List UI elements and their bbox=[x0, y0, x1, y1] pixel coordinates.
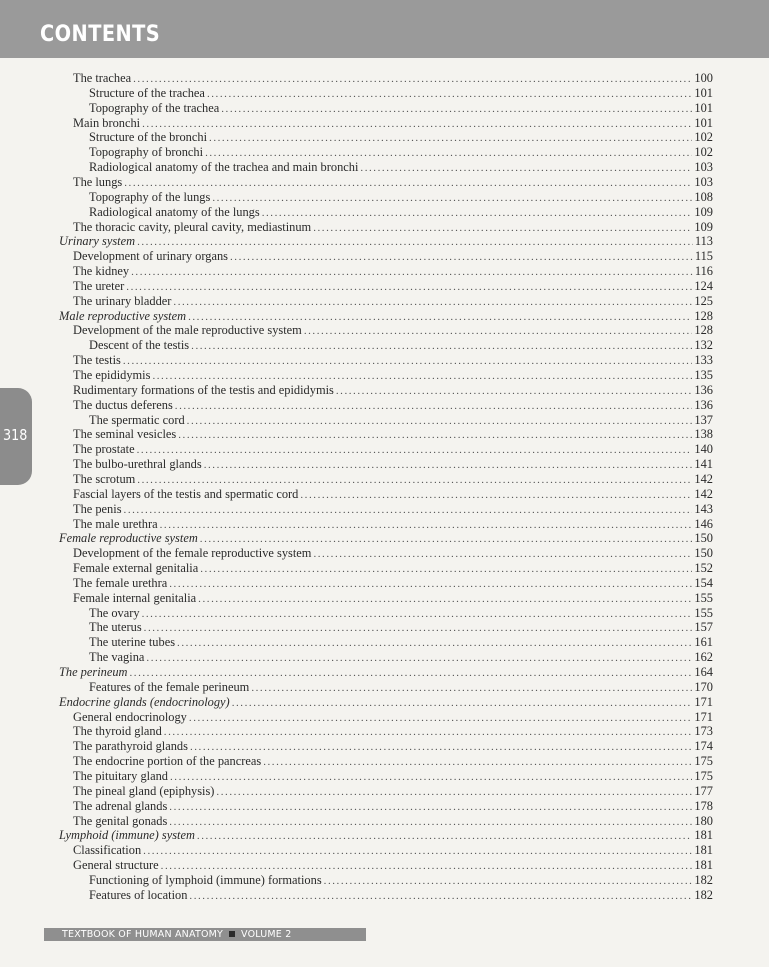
dot-leader bbox=[300, 488, 692, 503]
footer-volume: VOLUME 2 bbox=[241, 929, 292, 940]
dot-leader bbox=[191, 339, 692, 354]
dot-leader bbox=[137, 473, 692, 488]
toc-entry-page: 101 bbox=[694, 115, 713, 130]
toc-entry-title: Endocrine glands (endocrinology) bbox=[59, 694, 230, 709]
dot-leader bbox=[137, 443, 693, 458]
toc-entry-page: 174 bbox=[694, 739, 713, 754]
dot-leader bbox=[161, 859, 693, 874]
toc-entry-title: The trachea bbox=[73, 71, 132, 85]
toc-entry-title: General endocrinology bbox=[73, 709, 187, 724]
toc-entry-title: The ductus deferens bbox=[73, 397, 173, 412]
toc-entry-page: 177 bbox=[694, 783, 713, 798]
toc-entry-title: The uterus bbox=[89, 620, 142, 635]
toc-entry-page: 157 bbox=[694, 620, 713, 635]
dot-leader bbox=[142, 607, 693, 622]
toc-entry-page: 128 bbox=[694, 323, 713, 338]
toc-entry bbox=[73, 249, 713, 264]
dot-leader bbox=[230, 250, 693, 265]
toc-entry-title: The parathyroid glands bbox=[73, 739, 188, 754]
dot-leader bbox=[200, 532, 693, 547]
toc-entry bbox=[73, 710, 713, 725]
footer-text bbox=[62, 928, 291, 941]
toc-entry bbox=[73, 323, 713, 338]
dot-leader bbox=[207, 87, 692, 102]
toc-entry bbox=[73, 279, 713, 294]
toc-entry-page: 143 bbox=[694, 501, 713, 516]
toc-entry bbox=[59, 309, 713, 324]
dot-leader bbox=[262, 206, 693, 221]
toc-entry bbox=[73, 561, 713, 576]
dot-leader bbox=[360, 161, 692, 176]
toc-entry-title: Male reproductive system bbox=[59, 308, 187, 323]
toc-entry-page: 164 bbox=[694, 665, 713, 679]
toc-entry bbox=[73, 739, 713, 754]
toc-entry-title: The vagina bbox=[89, 650, 145, 665]
toc-entry bbox=[73, 398, 713, 413]
toc-entry-page: 124 bbox=[694, 278, 713, 293]
toc-entry-page: 132 bbox=[694, 338, 713, 353]
toc-entry-title: The pineal gland (epiphysis) bbox=[73, 783, 215, 798]
toc-entry-title: Topography of the lungs bbox=[89, 189, 211, 204]
toc-entry-title: The seminal vesicles bbox=[73, 427, 177, 442]
toc-entry-title: The endocrine portion of the pancreas bbox=[73, 754, 262, 769]
toc-entry-title: The ovary bbox=[89, 605, 140, 620]
toc-entry-page: 102 bbox=[694, 145, 713, 160]
dot-leader bbox=[313, 221, 692, 236]
dot-leader bbox=[189, 889, 692, 904]
toc-entry-page: 136 bbox=[694, 397, 713, 412]
toc-entry-page: 146 bbox=[694, 516, 713, 531]
toc-entry-title: The female urethra bbox=[73, 575, 168, 590]
toc-entry bbox=[89, 620, 713, 635]
toc-entry-page: 100 bbox=[694, 71, 713, 85]
dot-leader bbox=[142, 117, 692, 132]
dot-leader bbox=[126, 280, 692, 295]
toc-entry bbox=[73, 71, 713, 86]
dot-leader bbox=[144, 621, 693, 636]
toc-entry-title: Classification bbox=[73, 843, 142, 858]
toc-entry-title: The scrotum bbox=[73, 471, 136, 486]
toc-entry-title: The perineum bbox=[59, 665, 128, 679]
toc-entry-page: 103 bbox=[694, 174, 713, 189]
dot-leader bbox=[190, 740, 692, 755]
toc-entry bbox=[73, 724, 713, 739]
toc-entry bbox=[73, 294, 713, 309]
toc-entry bbox=[89, 873, 713, 888]
toc-entry bbox=[59, 234, 713, 249]
toc-entry-title: Radiological anatomy of the lungs bbox=[89, 204, 260, 219]
toc-entry bbox=[73, 116, 713, 131]
dot-leader bbox=[124, 176, 692, 191]
toc-entry-page: 180 bbox=[694, 813, 713, 828]
toc-entry-title: The thyroid gland bbox=[73, 724, 162, 739]
toc-entry-title: Main bronchi bbox=[73, 115, 141, 130]
toc-entry bbox=[59, 531, 713, 546]
toc-entry-title: Structure of the trachea bbox=[89, 85, 205, 100]
toc-entry-title: Fascial layers of the testis and spermatic cord bbox=[73, 486, 299, 501]
toc-entry-title: Topography of bronchi bbox=[89, 145, 204, 160]
dot-leader bbox=[175, 399, 693, 414]
toc-entry-title: The urinary bladder bbox=[73, 293, 172, 308]
dot-leader bbox=[129, 666, 692, 681]
toc-entry-title: The spermatic cord bbox=[89, 412, 185, 427]
toc-entry-page: 133 bbox=[694, 353, 713, 368]
toc-entry-page: 171 bbox=[694, 694, 713, 709]
toc-entry bbox=[89, 888, 713, 903]
dot-leader bbox=[198, 592, 692, 607]
toc-entry-title: Features of the female perineum bbox=[89, 679, 250, 694]
toc-entry-title: Development of the female reproductive system bbox=[73, 546, 312, 561]
toc-entry-title: Female internal genitalia bbox=[73, 590, 197, 605]
toc-entry-title: Development of urinary organs bbox=[73, 249, 228, 264]
dot-leader bbox=[216, 785, 692, 800]
toc-entry-page: 161 bbox=[694, 635, 713, 650]
dot-leader bbox=[221, 102, 692, 117]
toc-entry-page: 173 bbox=[694, 724, 713, 739]
toc-entry-page: 155 bbox=[694, 590, 713, 605]
toc-entry-page: 152 bbox=[694, 561, 713, 576]
toc-entry-page: 137 bbox=[694, 412, 713, 427]
toc-entry-page: 138 bbox=[694, 427, 713, 442]
toc-entry bbox=[73, 843, 713, 858]
toc-entry bbox=[73, 591, 713, 606]
toc-entry-page: 181 bbox=[694, 843, 713, 858]
toc-entry bbox=[73, 368, 713, 383]
toc-entry-page: 181 bbox=[694, 858, 713, 873]
dot-leader bbox=[212, 191, 692, 206]
toc-entry-page: 140 bbox=[694, 442, 713, 457]
toc-entry-page: 109 bbox=[694, 219, 713, 234]
toc-entry-page: 154 bbox=[694, 575, 713, 590]
dot-leader bbox=[304, 324, 693, 339]
toc-entry-page: 178 bbox=[694, 798, 713, 813]
square-separator-icon bbox=[229, 931, 235, 937]
toc-entry-title: The genital gonads bbox=[73, 813, 168, 828]
toc-entry bbox=[89, 606, 713, 621]
dot-leader bbox=[169, 815, 692, 830]
toc-entry bbox=[73, 858, 713, 873]
toc-entry bbox=[89, 680, 713, 695]
toc-entry-title: Rudimentary formations of the testis and epididymis bbox=[73, 382, 334, 397]
toc-entry-title: The epididymis bbox=[73, 368, 151, 382]
toc-entry bbox=[89, 160, 713, 175]
toc-entry-page: 136 bbox=[694, 382, 713, 397]
dot-leader bbox=[123, 354, 693, 369]
dot-leader bbox=[177, 636, 692, 651]
dot-leader bbox=[170, 770, 692, 785]
toc-entry-page: 175 bbox=[694, 754, 713, 769]
toc-entry bbox=[73, 427, 713, 442]
dot-leader bbox=[164, 725, 693, 740]
toc-entry bbox=[89, 338, 713, 353]
toc-entry-page: 181 bbox=[694, 828, 713, 843]
page-number: 318 bbox=[3, 426, 28, 444]
toc-entry bbox=[89, 650, 713, 665]
toc-entry bbox=[89, 86, 713, 101]
toc-entry-title: The uterine tubes bbox=[89, 635, 176, 650]
toc-entry bbox=[73, 814, 713, 829]
toc-entry-page: 141 bbox=[694, 457, 713, 472]
toc-entry-title: Functioning of lymphoid (immune) formations bbox=[89, 872, 322, 887]
toc-entry-page: 142 bbox=[694, 471, 713, 486]
toc-entry-page: 182 bbox=[694, 887, 713, 902]
dot-leader bbox=[133, 72, 692, 87]
toc-entry-page: 155 bbox=[694, 605, 713, 620]
dot-leader bbox=[189, 711, 693, 726]
toc-entry-title: General structure bbox=[73, 858, 159, 873]
toc-entry-title: Development of the male reproductive system bbox=[73, 323, 302, 338]
toc-entry-title: The male urethra bbox=[73, 516, 158, 531]
dot-leader bbox=[204, 458, 693, 473]
footer-book-title: TEXTBOOK OF HUMAN ANATOMY bbox=[62, 929, 224, 940]
dot-leader bbox=[169, 577, 692, 592]
header-bar bbox=[0, 0, 769, 58]
toc-entry-page: 175 bbox=[694, 768, 713, 783]
dot-leader bbox=[188, 310, 692, 325]
toc-entry-title: Female external genitalia bbox=[73, 561, 199, 576]
toc-entry bbox=[59, 828, 713, 843]
toc-entry bbox=[73, 383, 713, 398]
toc-entry-title: The pituitary gland bbox=[73, 768, 168, 783]
toc-entry bbox=[73, 487, 713, 502]
toc-entry bbox=[73, 769, 713, 784]
dot-leader bbox=[205, 146, 692, 161]
toc-entry-title: The adrenal glands bbox=[73, 798, 168, 813]
toc-entry bbox=[89, 635, 713, 650]
toc-entry bbox=[59, 665, 713, 680]
dot-leader bbox=[152, 369, 692, 384]
toc-entry-page: 125 bbox=[694, 293, 713, 308]
toc-entry-page: 128 bbox=[694, 308, 713, 323]
toc-entry-page: 101 bbox=[694, 85, 713, 100]
toc-entry bbox=[89, 205, 713, 220]
toc-entry-page: 142 bbox=[694, 486, 713, 501]
dot-leader bbox=[160, 518, 693, 533]
toc-entry-page: 116 bbox=[694, 264, 713, 279]
toc-entry bbox=[73, 799, 713, 814]
toc-entry-title: The lungs bbox=[73, 174, 123, 189]
toc-entry-title: Features of location bbox=[89, 887, 188, 902]
toc-entry bbox=[89, 145, 713, 160]
toc-entry bbox=[89, 101, 713, 116]
toc-entry-page: 182 bbox=[694, 872, 713, 887]
toc-entry-page: 108 bbox=[694, 189, 713, 204]
toc-entry bbox=[73, 754, 713, 769]
toc-entry-title: The testis bbox=[73, 353, 121, 368]
toc-entry-page: 150 bbox=[694, 531, 713, 546]
dot-leader bbox=[187, 414, 693, 429]
toc-entry bbox=[73, 457, 713, 472]
dot-leader bbox=[169, 800, 692, 815]
toc-entry-title: Radiological anatomy of the trachea and main bronchi bbox=[89, 160, 359, 175]
toc-entry bbox=[73, 264, 713, 279]
dot-leader bbox=[173, 295, 692, 310]
dot-leader bbox=[313, 547, 692, 562]
dot-leader bbox=[146, 651, 692, 666]
toc-entry bbox=[73, 546, 713, 561]
toc-entry bbox=[73, 784, 713, 799]
toc-entry bbox=[73, 502, 713, 517]
toc-entry-title: Topography of the trachea bbox=[89, 100, 220, 115]
toc-entry bbox=[89, 413, 713, 428]
toc-entry bbox=[89, 190, 713, 205]
toc-entry-page: 103 bbox=[694, 160, 713, 175]
dot-leader bbox=[263, 755, 692, 770]
toc-entry-page: 102 bbox=[694, 130, 713, 145]
toc-entry-title: Lymphoid (immune) system bbox=[59, 828, 195, 843]
toc-entry-title: The thoracic cavity, pleural cavity, mediastinum bbox=[73, 219, 312, 234]
toc-entry bbox=[73, 576, 713, 591]
toc-entry-page: 171 bbox=[694, 709, 713, 724]
toc-entry bbox=[73, 472, 713, 487]
toc-entry-page: 135 bbox=[694, 368, 713, 382]
toc-entry-title: Structure of the bronchi bbox=[89, 130, 208, 145]
toc-entry-page: 109 bbox=[694, 204, 713, 219]
toc-entry bbox=[73, 353, 713, 368]
toc-entry-title: Descent of the testis bbox=[89, 338, 190, 353]
toc-entry-page: 101 bbox=[694, 100, 713, 115]
dot-leader bbox=[232, 696, 693, 711]
dot-leader bbox=[137, 235, 693, 250]
dot-leader bbox=[336, 384, 693, 399]
dot-leader bbox=[131, 265, 693, 280]
toc-entry bbox=[73, 220, 713, 235]
toc-entry-title: The kidney bbox=[73, 264, 130, 279]
dot-leader bbox=[143, 844, 692, 859]
toc-entry bbox=[59, 695, 713, 710]
dot-leader bbox=[251, 681, 692, 696]
toc-entry-page: 113 bbox=[694, 234, 713, 249]
toc-entry-title: The bulbo-urethral glands bbox=[73, 457, 202, 472]
toc-entry-title: Urinary system bbox=[59, 234, 136, 249]
toc-entry bbox=[73, 175, 713, 190]
toc-entry-page: 162 bbox=[694, 650, 713, 665]
toc-entry-title: The ureter bbox=[73, 278, 125, 293]
toc-entry bbox=[73, 517, 713, 532]
dot-leader bbox=[324, 874, 693, 889]
dot-leader bbox=[209, 131, 692, 146]
page-title: CONTENTS bbox=[40, 22, 161, 47]
toc-entry-page: 115 bbox=[694, 249, 713, 264]
dot-leader bbox=[178, 428, 692, 443]
dot-leader bbox=[200, 562, 692, 577]
dot-leader bbox=[124, 503, 693, 518]
toc-entry bbox=[89, 130, 713, 145]
toc-entry-page: 170 bbox=[694, 679, 713, 694]
toc-entry-title: The penis bbox=[73, 501, 122, 516]
dot-leader bbox=[197, 829, 693, 844]
toc-entry bbox=[73, 442, 713, 457]
toc-entry-page: 150 bbox=[694, 546, 713, 561]
toc-entry-title: Female reproductive system bbox=[59, 531, 198, 546]
toc-entry-title: The prostate bbox=[73, 442, 135, 457]
